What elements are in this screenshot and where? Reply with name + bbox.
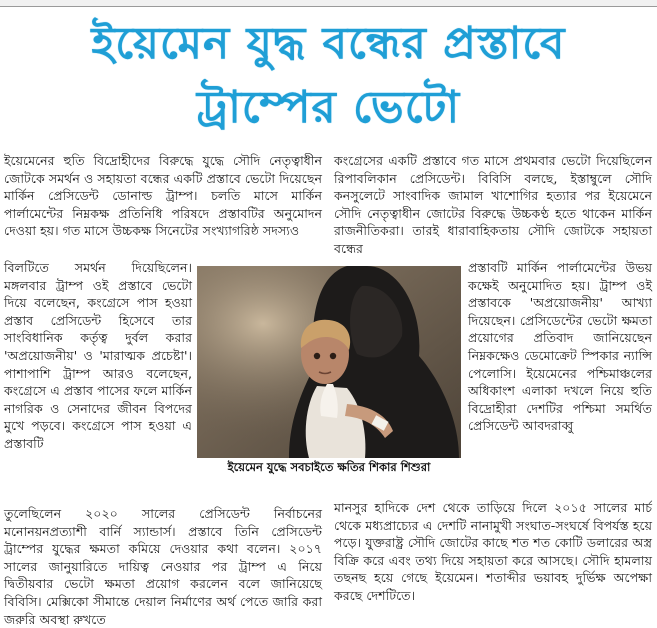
column-2-wrap-text: প্রস্তাবটি মার্কিন পার্লামেন্টের উভয় কক্ষেই অনুমোদিত হয়। ট্রাম্প ওই প্রস্তাবকে 'অপ্রয়োজনীয়' আখ্যা দিয়েছেন। প্রেসিডেন্টের ভেটো ক্ষমতা প্রয়োগের প্রতিবাদ জানিয়েছেন নিম্নকক্ষেও ডেমোক্রেট স্পিকার ন্যান্সি পেলোসি। ইয়েমেনের পশ্চিমাঞ্চলের অধিকাংশ এলাকা দখলে নিয়ে হুতি বিদ্রোহীরা দেশটির পশ্চিমা সমর্থিত প্রেসিডেন্ট আবদরাব্বু — [468, 260, 652, 434]
column-1-top-text: ইয়েমেনের হুতি বিদ্রোহীদের বিরুদ্ধে যুদ্ধে সৌদি নেতৃত্বাধীন জোটকে সমর্থন ও সহায়তা বন্ধের একটি প্রস্তাবে ভেটো দিয়েছেন মার্কিন প্রেসিডেন্ট ডোনাল্ড ট্রাম্প। চলতি মাসে মার্কিন পার্লামেন্টের নিম্নকক্ষ প্রতিনিধি পরিষদে প্রস্তাবটির অনুমোদন দেওয়া হয়। গত মাসে উচ্চকক্ষ সিনেটের সংখ্যাগরিষ্ঠ সদস্যও — [4, 153, 322, 239]
page-top-rule — [0, 0, 657, 7]
column-2-top-text: কংগ্রেসের একটি প্রস্তাবে গত মাসে প্রথমবার ভেটো দিয়েছিলেন রিপাবলিকান প্রেসিডেন্ট। বিবিসি বলছে, ইস্তাম্বুলে সৌদি কনসুলেটে সাংবাদিক জামাল খাশোগির হত্যার পর ইয়েমেনে সৌদি নেতৃত্বাধীন জোটের বিরুদ্ধে উচ্চকণ্ঠ হতে থাকেন মার্কিন রাজনীতিকরা। তারই ধারাবাহিকতায় সৌদি জোটকে সহায়তা বন্ধের — [334, 153, 652, 256]
headline-line-1: ইয়েমেন যুদ্ধ বন্ধের প্রস্তাবে — [91, 18, 566, 69]
photo-caption: ইয়েমেন যুদ্ধে সবচাইতে ক্ষতির শিকার শিশুরা — [227, 460, 431, 474]
column-1-wrap-text: বিলটিতে সমর্থন দিয়েছিলেন। মঙ্গলবার ট্রাম্প ওই প্রস্তাবে ভেটো দিয়ে বলেছেন, কংগ্রেসে পাস হওয়া প্রস্তাব প্রেসিডেন্ট হিসেবে তার সাংবিধানিক কর্তৃত্ব দুর্বল করার 'অপ্রয়োজনীয়' ও 'মারাত্মক প্রচেষ্টা'। পাশাপাশি ট্রাম্প আরও বলেছেন, কংগ্রেসে এ প্রস্তাব পাসের ফলে মার্কিন নাগরিক ও সেনাদের জীবন বিপদের মুখে পড়বে। কংগ্রেসে পাস হওয়া এ প্রস্তাবটি — [4, 260, 192, 451]
article-photo — [197, 266, 461, 458]
photo-mother-child-icon — [197, 266, 461, 458]
headline-line-2: ট্রাম্পের ভেটো — [196, 82, 461, 133]
column-1-bottom-text: তুলেছিলেন ২০২০ সালের প্রেসিডেন্ট নির্বাচনের মনোনয়নপ্রত্যাশী বার্নি স্যান্ডার্স। প্রস্তাবে তিনি প্রেসিডেন্ট ট্রাম্পের যুদ্ধের ক্ষমতা কমিয়ে দেওয়ার কথা বলেন। ২০১৭ সালের জানুয়ারিতে দায়িত্ব নেওয়ার পর ট্রাম্প এ নিয়ে দ্বিতীয়বার ভেটো ক্ষমতা প্রয়োগ করলেন বলে জানিয়েছে বিবিসি। মেক্সিকো সীমান্তে দেয়াল নির্মাণের অর্থ পেতে জারি করা জরুরি অবস্থা রুখতে — [4, 506, 322, 627]
column-2-bottom-text: মানসুর হাদিকে দেশ থেকে তাড়িয়ে দিলে ২০১৫ সালের মার্চ থেকে মধ্যপ্রাচ্যের এ দেশটি নানামুখী সংঘাত-সংঘর্ষে বিপর্যস্ত হয়ে পড়ে। যুক্তরাষ্ট্র সৌদি জোটের কাছে শত শত কোটি ডলারের অস্ত্র বিক্রি করে এবং তথ্য দিয়ে সহায়তা করে আসছে। সৌদি হামলায় তছনছ হয়ে গেছে ইয়েমেন। শতাব্দীর ভয়াবহ দুর্ভিক্ষ অপেক্ষা করছে দেশটিতে। — [334, 500, 652, 603]
